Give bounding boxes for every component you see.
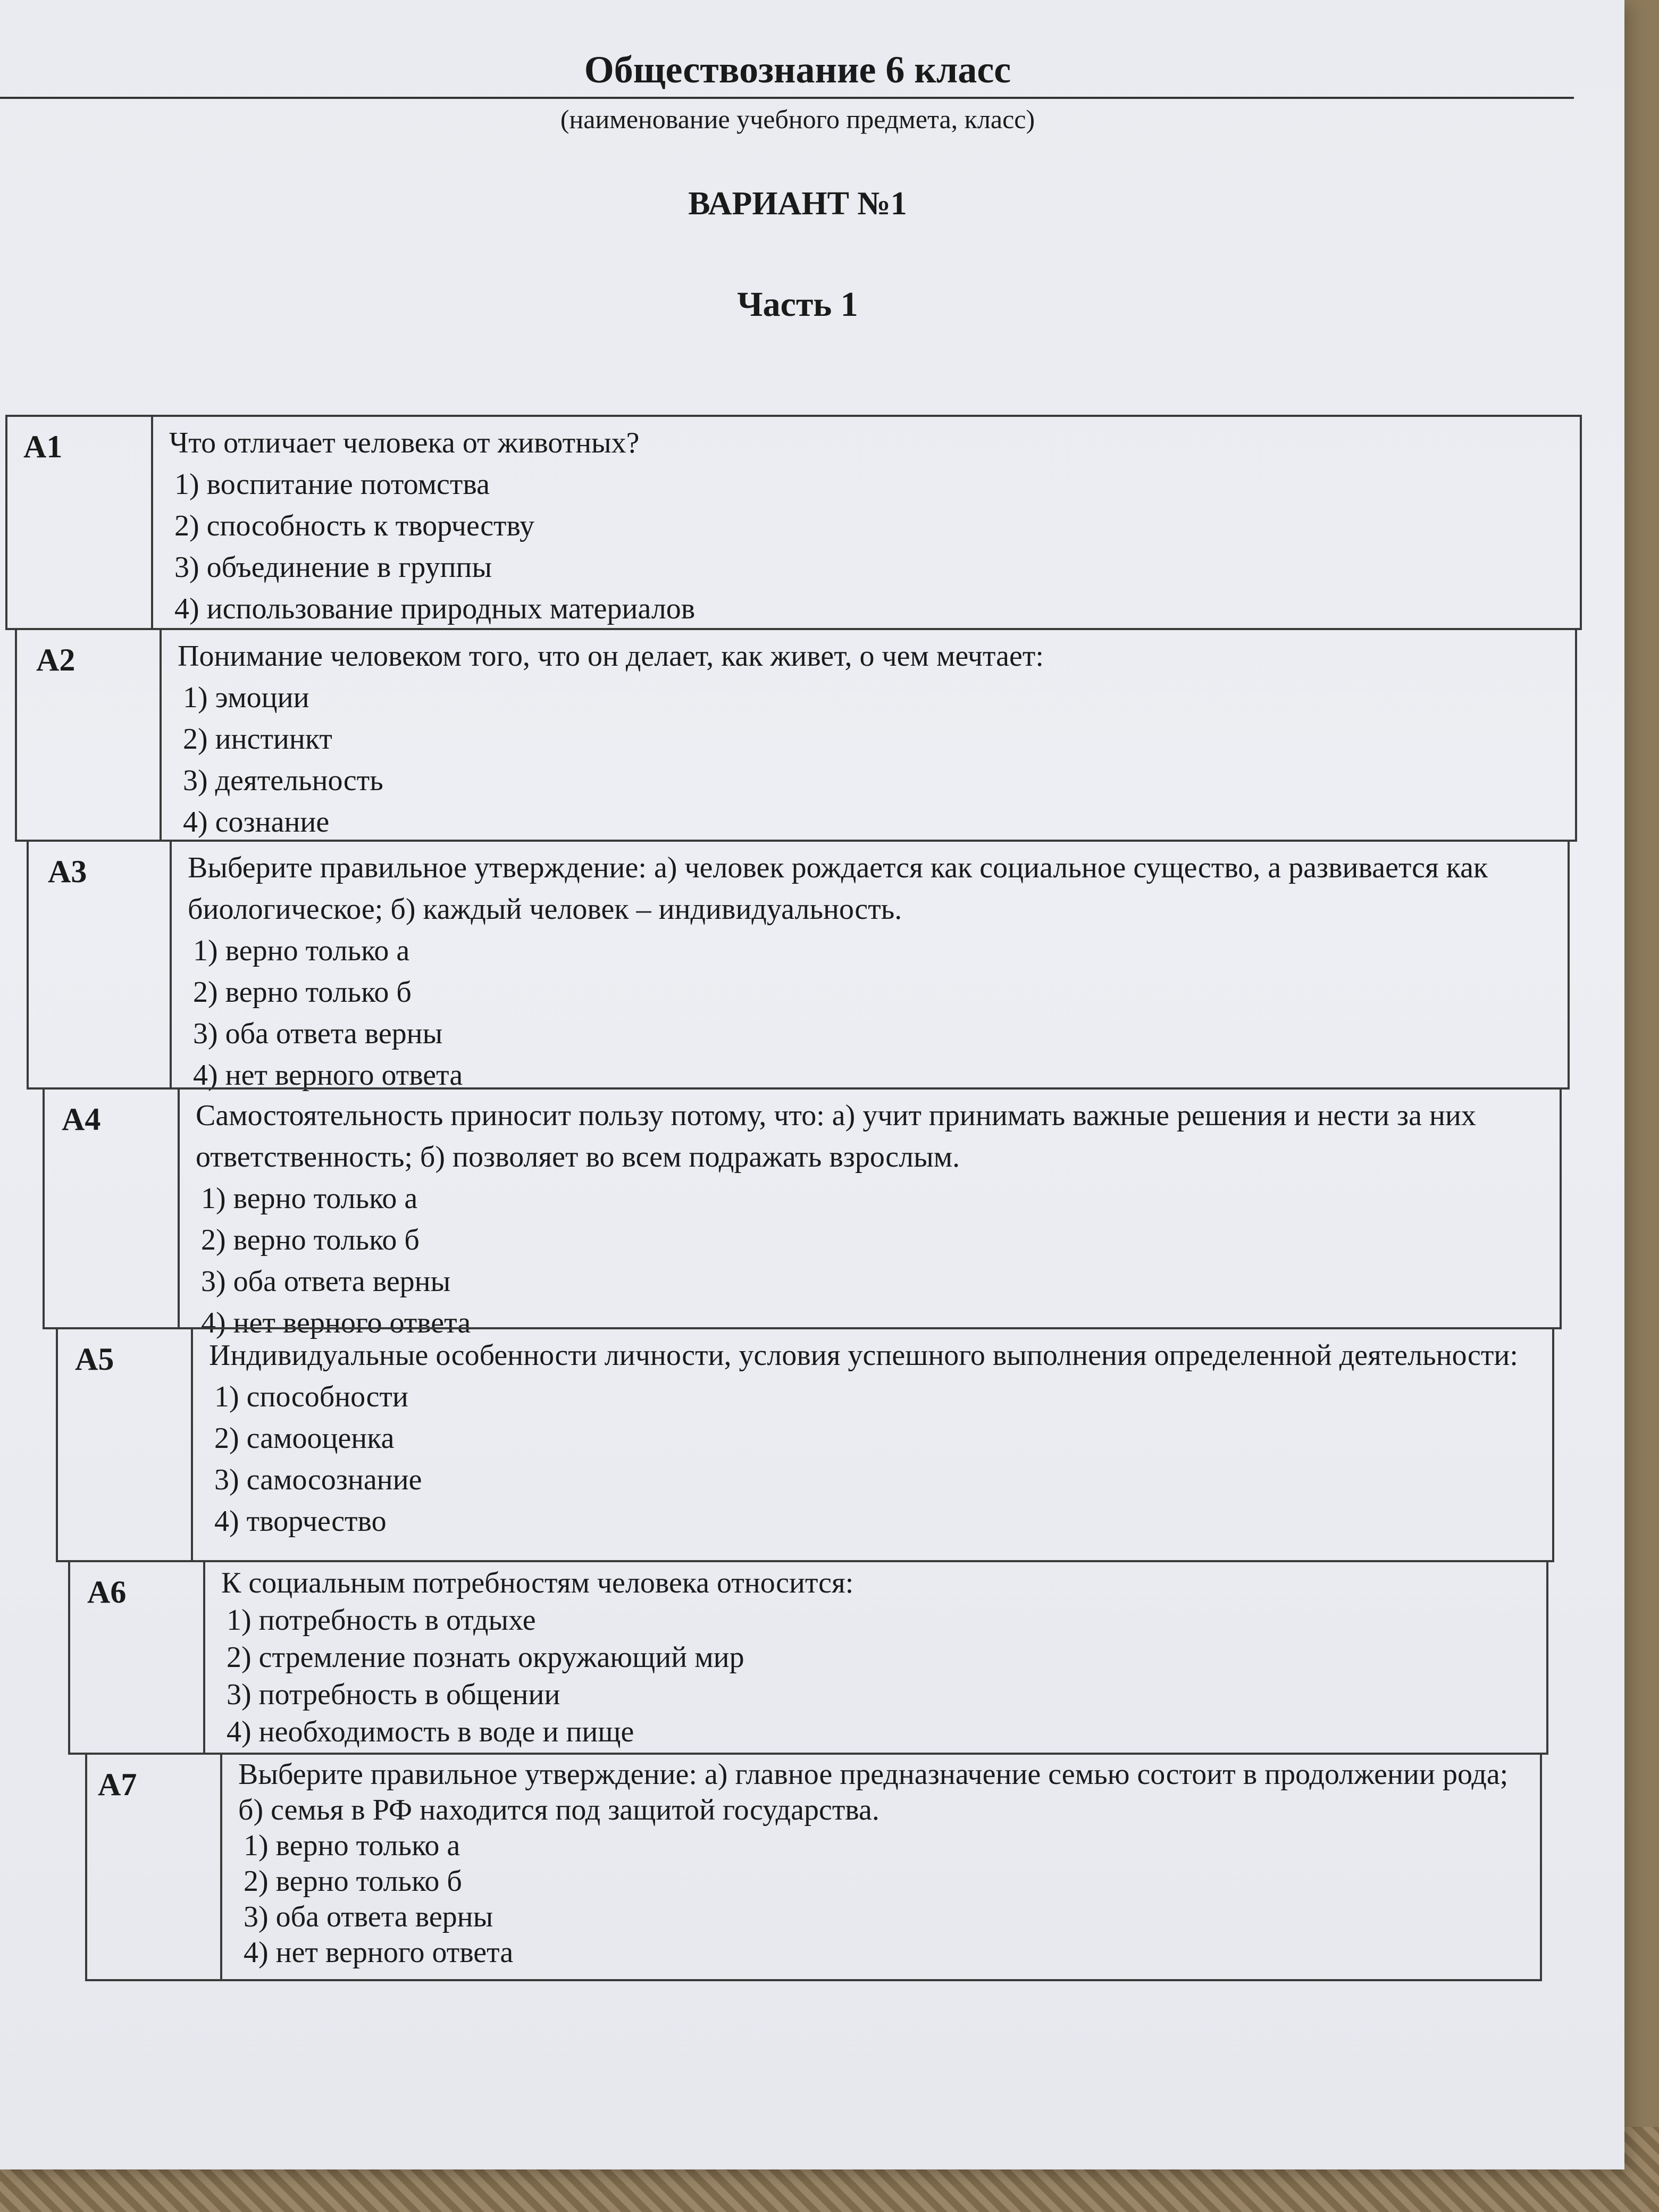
answer-option: 4) нет верного ответа <box>244 1936 514 1969</box>
answer-option: 3) оба ответа верны <box>201 1265 451 1298</box>
question-cell <box>151 417 1580 628</box>
question-text: Понимание человеком того, что он делает, как живет, о чем мечтает: <box>178 640 1044 673</box>
answer-option: 1) верно только а <box>244 1829 460 1862</box>
answer-option: 2) способность к творчеству <box>174 509 535 542</box>
answer-option: 3) самосознание <box>214 1463 422 1496</box>
question-cell <box>220 1755 1540 1979</box>
question-text: Выберите правильное утверждение: а) человек рождается как социальное существо, а развивается как биологическое; б) каждый человек – индивидуальность. <box>188 851 1488 926</box>
answer-option: 4) использование природных материалов <box>174 592 696 625</box>
question-text: Что отличает человека от животных? <box>169 426 640 459</box>
question-text: Выберите правильное утверждение: а) главное предназначение семью состоит в продолжении рода; б) семья в РФ находится под защитой государства. <box>238 1758 1509 1826</box>
answer-option: 2) верно только б <box>193 976 412 1009</box>
answer-option: 3) объединение в группы <box>174 551 492 584</box>
question-row-a6 <box>68 1560 1548 1755</box>
answer-option: 4) нет верного ответа <box>193 1059 463 1092</box>
answer-option: 1) потребность в отдыхе <box>227 1604 536 1637</box>
answer-option: 1) способности <box>214 1380 408 1413</box>
question-number: А2 <box>36 642 76 677</box>
answer-option: 1) воспитание потомства <box>174 468 490 501</box>
question-row-a2 <box>15 628 1577 842</box>
title-underline <box>0 97 1574 99</box>
question-number: А7 <box>98 1767 137 1802</box>
page-subtitle: (наименование учебного предмета, класс) <box>560 104 1035 134</box>
answer-option: 2) самооценка <box>214 1422 395 1455</box>
answer-option: 2) инстинкт <box>183 723 332 756</box>
answer-option: 4) творчество <box>214 1505 387 1538</box>
question-number: А5 <box>75 1342 114 1377</box>
part-heading: Часть 1 <box>737 285 858 324</box>
question-cell <box>178 1090 1560 1339</box>
answer-option: 4) сознание <box>183 806 330 839</box>
answer-option: 4) нет верного ответа <box>201 1306 471 1339</box>
page-title: Обществознание 6 класс <box>584 48 1011 91</box>
answer-option: 3) потребность в общении <box>227 1678 560 1711</box>
question-number: А3 <box>48 854 87 889</box>
answer-option: 2) стремление познать окружающий мир <box>227 1641 744 1674</box>
answer-option: 3) оба ответа верны <box>244 1900 493 1933</box>
question-text: Индивидуальные особенности личности, условия успешного выполнения определенной деятельности: <box>209 1339 1518 1372</box>
question-row-a5 <box>56 1327 1554 1562</box>
variant-heading: ВАРИАНТ №1 <box>688 186 907 222</box>
question-row-a1 <box>5 415 1582 630</box>
question-number: А1 <box>23 429 63 464</box>
question-cell <box>203 1562 1546 1753</box>
question-row-a7 <box>85 1753 1542 1981</box>
answer-option: 2) верно только б <box>244 1865 462 1898</box>
question-cell <box>191 1329 1552 1560</box>
answer-option: 1) верно только а <box>193 934 410 967</box>
question-text: К социальным потребностям человека относится: <box>221 1566 854 1599</box>
answer-option: 2) верно только б <box>201 1224 420 1256</box>
answer-option: 4) необходимость в воде и пище <box>227 1715 634 1748</box>
question-cell <box>160 630 1575 840</box>
answer-option: 1) верно только а <box>201 1182 418 1215</box>
answer-option: 1) эмоции <box>183 681 309 714</box>
answer-option: 3) оба ответа верны <box>193 1017 443 1050</box>
question-number: А4 <box>62 1102 101 1137</box>
answer-option: 3) деятельность <box>183 764 383 797</box>
question-row-a4 <box>43 1087 1562 1339</box>
question-text: Самостоятельность приносит пользу потому, что: а) учит принимать важные решения и нести за них ответственность; б) позволяет во всем подражать взрослым. <box>196 1099 1476 1174</box>
question-cell <box>170 842 1568 1092</box>
question-number: А6 <box>87 1574 127 1610</box>
question-row-a3 <box>27 840 1570 1090</box>
